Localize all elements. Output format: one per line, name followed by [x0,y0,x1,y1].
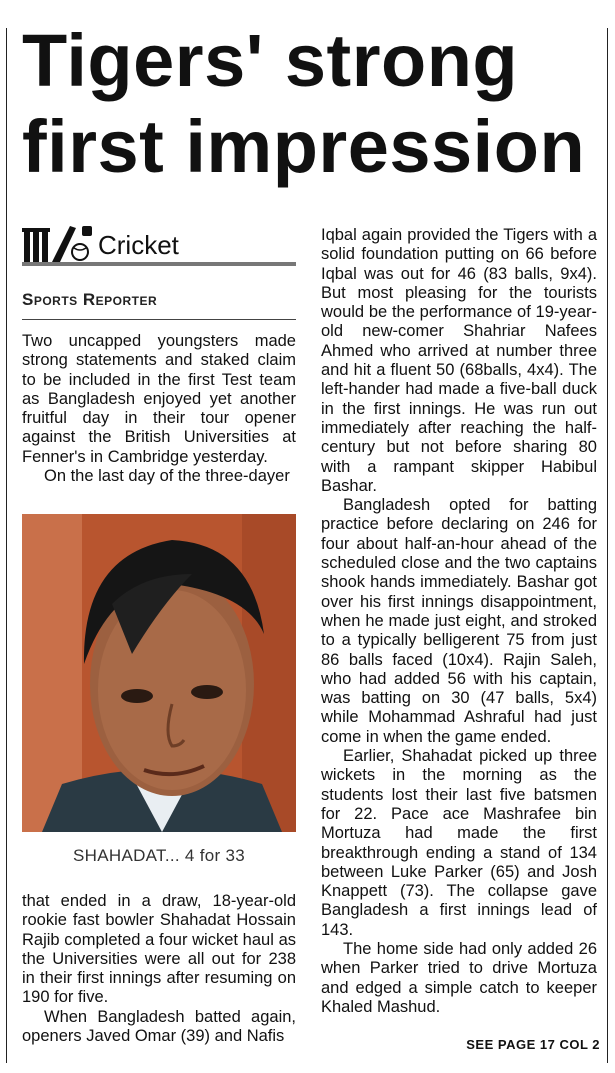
headline: Tigers' strong first impression [22,19,586,188]
column-rule-right [607,28,608,1063]
body-column-right [321,226,597,1017]
paragraph: When Bangladesh batted again, openers Javed Omar (39) and Nafis [22,1007,296,1046]
paragraph: Iqbal again provided the Tigers with a solid foundation putting on 66 before Iqbal was out for 46 (83 balls, 9x4). But most pleasing for the tourists would be the performance of 19-year-old new-comer Shahriar Nafees Ahmed who arrived at number three and hit a fluent 50 (68balls, 4x4). The left-hander had made a five-ball duck in the first innings. He was run out immediately after reaching the half-century but not before sharing 80 with a rampant skipper Habibul Bashar. [321,226,597,495]
player-portrait [22,514,296,832]
column-rule-left [6,28,7,1063]
section-label: Cricket [98,230,179,260]
paragraph: Two uncapped youngsters made strong statements and staked claim to be included in the first Test team as Bangladesh enjoyed yet another fruitful day in their tour opener against the British Universities at Fenner's in Cambridge yesterday. [22,332,296,466]
paragraph: On the last day of the three-dayer [44,467,290,486]
body-column-left-top [22,332,296,486]
player-photo [22,514,296,832]
cricket-icon [22,222,94,264]
paragraph: Earlier, Shahadat picked up three wickets in the morning as the students lost their last five batsmen for 22. Pace ace Mashrafee bin Mortuza had made the first breakthrough ending a stand of 134 between Luke Parker (65) and Josh Knappett (73). The collapse gave Bangladesh a first innings lead of 143. [321,747,597,939]
paragraph: The home side had only added 26 when Parker tried to drive Mortuza and edged a simple catch to keeper Khaled Mashud. [321,939,597,1016]
paragraph: that ended in a draw, 18-year-old rookie fast bowler Shahadat Hossain Rajib completed a four wicket haul as the Universities were all out for 238 in their first innings after resuming on 190 for five. [22,892,296,1007]
byline: Sports Reporter [22,290,158,309]
byline-rule [22,319,296,320]
photo-caption: SHAHADAT... 4 for 33 [73,846,245,865]
section-header [22,222,296,268]
paragraph: Bangladesh opted for batting practice before declaring on 246 for four about half-an-hour ahead of the scheduled close and the two captains shook hands immediately. Bashar got over his first innings disappointment, when he made just eight, and stroked to a typically belligerent 75 from just 86 balls faced (10x4). Rajin Saleh, who had added 56 with his captain, was batting on 30 (47 balls, 5x4) while Mohammad Ashraful had just come in when the game ended. [321,496,597,746]
section-rule [22,262,296,266]
continued-jump-line[interactable]: SEE PAGE 17 COL 2 [466,1037,600,1052]
body-column-left-bottom [22,892,296,1046]
